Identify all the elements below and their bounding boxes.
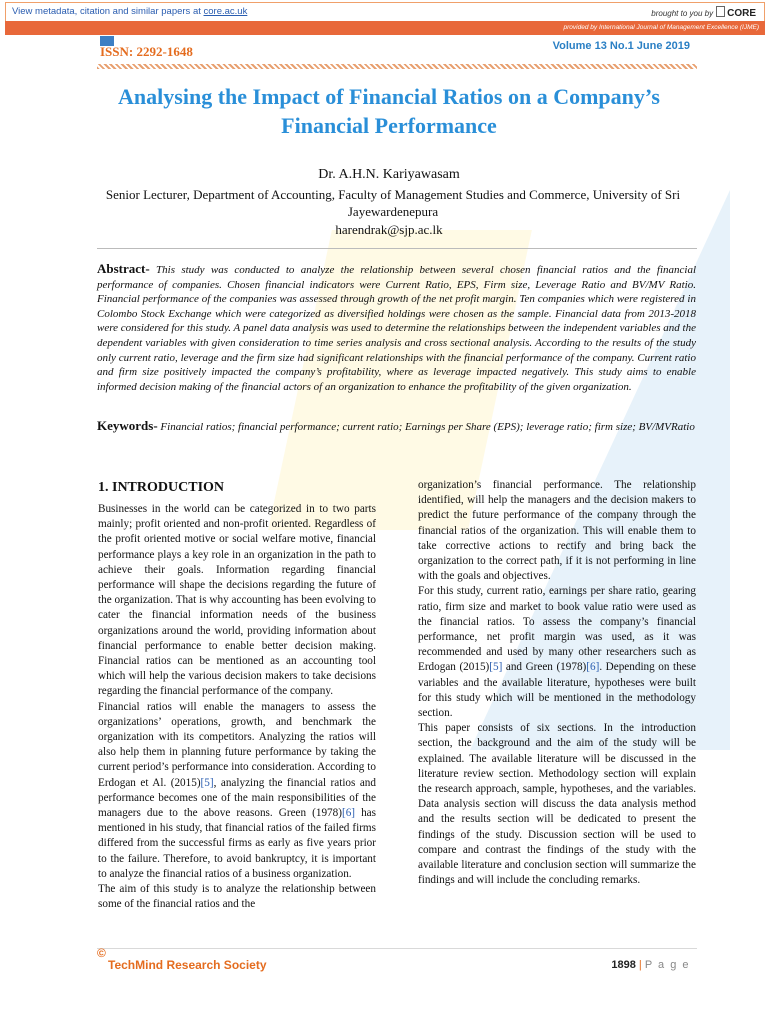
right-column xyxy=(418,478,696,888)
citation-link[interactable]: [5] xyxy=(200,776,214,789)
left-column xyxy=(98,502,376,912)
author-email: harendrak@sjp.ac.lk xyxy=(335,222,443,237)
intro-p5-text-a: For this study, current ratio, earnings per share ratio, gearing ratio, firm size and market to book value ratio were used as the financial ratios. To assess the company’s financial performance, net profit margin was used, as it was recommended and used by many other researchers such as Erdogan (2015) xyxy=(418,585,696,674)
keywords-text: Financial ratios; financial performance; current ratio; Earnings per Share (EPS); leverage ratio; firm size; BV/MVRatio xyxy=(157,421,695,433)
abstract-text: This study was conducted to analyze the relationship between several chosen financial ratios and the financial performance of companies. Chosen financial indicators were Current Ratio, EPS, Firm size, Leverage Ratio and BV/MV Ratio. Financial performance of the companies was assessed through growth of the net profit margin. Ten companies which were registered in Colombo Stock Exchange which were categorized as diversified holdings were chosen as the sample. Financial data from 2013-2018 were considered for this study. A panel data analysis was used to determine the relationships between the independent variables and the dependent variables with given consideration to time series analysis and cross sectional analysis. According to the results of the study only current ratio, leverage and the firm size had significant relationships with the financial performance of the company. Current ratio and firm size positively impacted the company’s profitability, where as leverage impacted negatively. This study aims to enable informed decision making of the financial actors of an organization to enhance the profitability of the given organization. xyxy=(97,264,696,393)
intro-paragraph-2 xyxy=(98,700,376,882)
page-number xyxy=(611,959,690,971)
intro-p2-text-b: , analyzing the financial ratios and performance becomes one of the main responsibilities of the managers due to the above reasons. Green (1978) xyxy=(98,776,376,820)
core-logo-icon xyxy=(716,6,725,17)
copyright-symbol: © xyxy=(97,946,106,960)
section-heading-introduction: 1. INTRODUCTION xyxy=(98,480,225,495)
paper-title: Analysing the Impact of Financial Ratios on a Company’s Financial Performance xyxy=(118,84,660,138)
core-metadata-link[interactable] xyxy=(12,6,247,17)
author-name: Dr. A.H.N. Kariyawasam xyxy=(318,167,460,182)
author-affiliation: Senior Lecturer, Department of Accounting, Faculty of Management Studies and Commerce, University of Sri Jayewardenepura xyxy=(105,187,681,219)
publisher-name: TechMind Research Society xyxy=(108,958,267,972)
core-banner xyxy=(0,0,768,38)
intro-p2-text-a: Financial ratios will enable the managers to assess the organizations’ operations, growth, and benchmark the organization with its competitors. Analyzing the ratios will also help them in planning future performance by taking the current period’s performance into consideration. According to Erdogan et Al. (2015) xyxy=(98,700,376,789)
volume-info: Volume 13 No.1 June 2019 xyxy=(552,40,690,52)
provided-by-bar xyxy=(5,21,765,35)
keywords xyxy=(97,419,696,435)
provided-text: provided by International Journal of Management Excellence (IJME) xyxy=(563,24,759,31)
intro-p5-text-b: and Green (1978) xyxy=(502,661,587,674)
intro-paragraph-1: Businesses in the world can be categorized in to two parts mainly; profit oriented and non-profit oriented. Regardless of the profit oriented motive or social welfare motive, financial performance plays a key role in an organization in the path to achieve their goals. Information regarding financial performance will shape the decisions regarding the future of the organization. That is why accounting has been evolving to cater the financial information needs of the business organizations around the world, providing information about financial performance to enable better decision making. Financial ratios can be mentioned as an accounting tool which will help the various decision makers to take decisions regarding the financial performance of the company. xyxy=(98,503,376,698)
abstract xyxy=(97,262,696,394)
issn-value: 2292-1648 xyxy=(136,44,193,59)
intro-p5-text-c: . Depending on these variables and the available literature, hypotheses were built for this study which will be mentioned in the methodology section. xyxy=(418,661,696,720)
citation-link[interactable]: [5] xyxy=(489,661,503,674)
issn-label: ISSN: xyxy=(100,44,137,59)
footer-divider xyxy=(97,948,697,949)
abstract-label: Abstract- xyxy=(97,261,150,276)
intro-p2-text-c: has mentioned in his study, that financial ratios of the failed firms differed from the successful firms as early as five years prior to the failure. Therefore, to avoid bankruptcy, it is important to analyze the financial ratios of a business organization. xyxy=(98,807,376,880)
intro-paragraph-3: The aim of this study is to analyze the relationship between some of the financial ratios and the xyxy=(98,883,376,911)
intro-paragraph-4: organization’s financial performance. The relationship identified, will help the managers and the decision makers to predict the future performance of the company through the financial ratios of the organization. This will enable them to take corrective actions to rectify and bring back the organization to the correct path, if it is not performing in line with the goals and objectives. xyxy=(418,479,696,583)
core-link-domain[interactable]: core.ac.uk xyxy=(203,6,248,17)
page-number-value: 1898 xyxy=(611,959,636,971)
citation-link[interactable]: [6] xyxy=(341,807,356,820)
intro-paragraph-6: This paper consists of six sections. In the introduction section, the background and the aim of the study will be explained. The available literature will be discussed in the literature review section. Methodology section will explain the research approach, sample, hypotheses, and the variables. Data analysis section will discuss the data analysis method and the results section will be dedicated to present the findings of the study. Discussion section will be used to compare and contrast the findings of the study with the available literature and conclusion section will summarize the findings and will include the concluding remarks. xyxy=(418,722,696,887)
citation-link[interactable]: [6] xyxy=(586,661,600,674)
page-separator: | xyxy=(635,959,645,971)
issn xyxy=(100,44,193,60)
title-divider xyxy=(97,248,697,249)
page-word: P a g e xyxy=(644,959,690,971)
intro-paragraph-5 xyxy=(418,584,696,721)
brought-text: brought to you by xyxy=(651,9,714,18)
keywords-label: Keywords- xyxy=(97,418,158,433)
core-top-bar xyxy=(5,2,765,22)
core-label: CORE xyxy=(727,8,756,19)
header-divider xyxy=(97,64,697,69)
brought-to-you xyxy=(651,6,756,19)
core-link-text: View metadata, citation and similar papers at xyxy=(12,6,204,17)
